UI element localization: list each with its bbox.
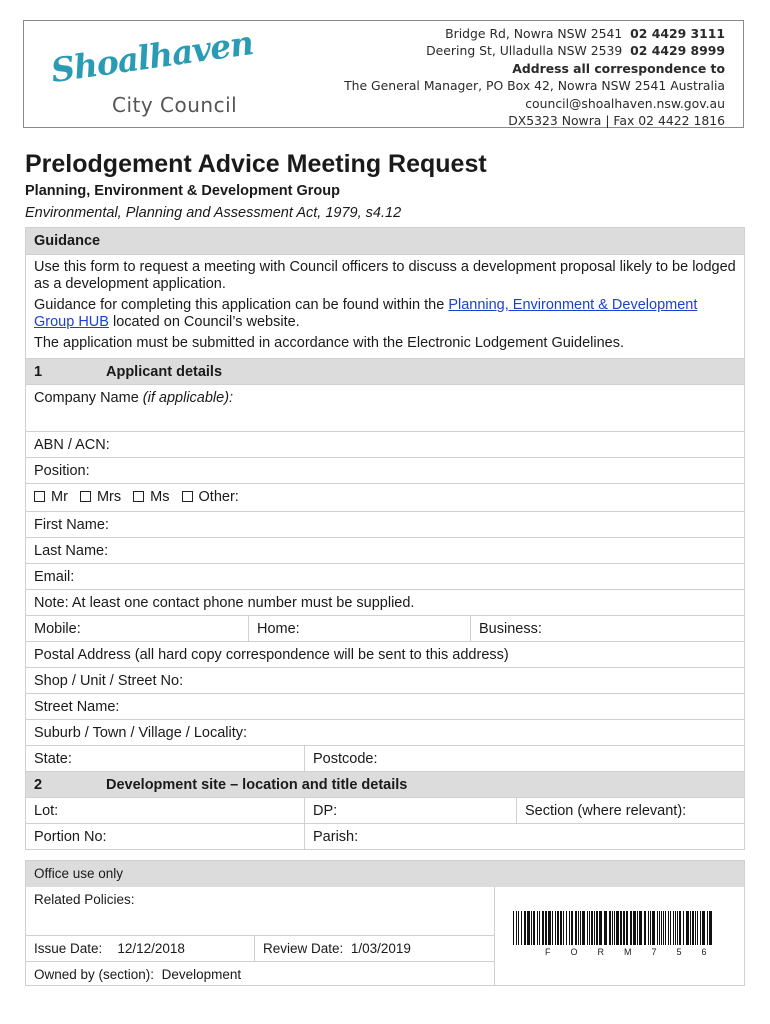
company-name-note: (if applicable): [142, 390, 234, 406]
title-option-label: Other: [198, 489, 239, 505]
state-postcode-row [26, 745, 744, 771]
act-reference: Environmental, Planning and Assessment Act, 1979, s4.12 [25, 205, 402, 221]
review-date [254, 936, 494, 961]
council-logo [48, 23, 256, 126]
guidance-p1: Use this form to request a meeting with Council officers to discuss a development proposal likely to be lodged as a development application. [34, 259, 736, 292]
section-2-number: 2 [34, 777, 43, 793]
guidance-heading: Guidance [34, 233, 101, 249]
portion-label: Portion No: [34, 829, 107, 845]
contact-dx-fax: DX5323 Nowra | Fax 02 4422 1816 [508, 113, 725, 129]
suburb-label: Suburb / Town / Village / Locality: [34, 725, 248, 741]
phone-note: Note: At least one contact phone number must be supplied. [34, 595, 415, 611]
guidance-p3: The application must be submitted in accordance with the Electronic Lodgement Guidelines. [34, 335, 624, 351]
contact-details [344, 25, 725, 129]
lot-dp-row [26, 797, 744, 823]
abn-field[interactable] [26, 431, 744, 457]
title-options [26, 483, 744, 511]
owned-by-label: Owned by (section): [34, 967, 155, 982]
state-field[interactable] [26, 746, 304, 771]
section-1-heading: Applicant details [106, 364, 223, 380]
office-use-box [25, 860, 745, 986]
contact-address-ulladulla: Deering St, Ulladulla NSW 2539 [426, 43, 623, 59]
position-field[interactable] [26, 457, 744, 483]
section-1-header [26, 358, 744, 384]
contact-correspondence-heading: Address all correspondence to [512, 60, 725, 76]
office-use-details [26, 887, 494, 985]
street-name-label: Street Name: [34, 699, 120, 715]
contact-phone-nowra: 02 4429 3111 [630, 26, 725, 41]
street-name-field[interactable] [26, 693, 744, 719]
title-option-label: Mr [51, 489, 68, 505]
email-field[interactable] [26, 563, 744, 589]
section-2-header [26, 771, 744, 797]
logo-city: City Council [112, 93, 238, 117]
guidance-body [26, 254, 744, 358]
barcode-text: FORM756 [545, 947, 727, 957]
email-label: Email: [34, 569, 75, 585]
review-date-label: Review Date: [263, 941, 344, 956]
lot-field[interactable] [26, 798, 304, 823]
title-option-mrs[interactable] [80, 489, 121, 505]
checkbox-icon [182, 491, 193, 502]
first-name-field[interactable] [26, 511, 744, 537]
checkbox-icon [34, 491, 45, 502]
abn-label: ABN / ACN: [34, 437, 110, 453]
hub-link[interactable]: Planning, Environment & Development Group HUB [34, 297, 698, 330]
portion-field[interactable] [26, 824, 304, 849]
postal-address-row [26, 641, 744, 667]
dp-label: DP: [313, 803, 338, 819]
page-subtitle: Planning, Environment & Development Group [25, 183, 340, 199]
title-option-label: Ms [150, 489, 170, 505]
title-option-label: Mrs [96, 489, 122, 505]
phone-note-row [26, 589, 744, 615]
barcode-icon [513, 911, 713, 951]
last-name-label: Last Name: [34, 543, 109, 559]
guidance-p2-text: Guidance for completing this application can be found within the [34, 297, 449, 313]
section-field[interactable] [516, 798, 744, 823]
lot-label: Lot: [34, 803, 59, 819]
header-box [23, 20, 744, 128]
dp-field[interactable] [304, 798, 516, 823]
parish-field[interactable] [304, 824, 744, 849]
business-label: Business: [479, 621, 542, 637]
section-2-heading: Development site – location and title details [106, 777, 408, 793]
owned-by-row [26, 961, 494, 985]
contact-address-nowra: Bridge Rd, Nowra NSW 2541 [445, 26, 623, 41]
title-option-other[interactable] [182, 489, 239, 505]
home-label: Home: [257, 621, 300, 637]
logo-script: Shoalhaven [48, 23, 256, 90]
page-title: Prelodgement Advice Meeting Request [25, 150, 487, 178]
contact-postal: The General Manager, PO Box 42, Nowra NSW 2541 Australia [344, 78, 725, 94]
guidance-p2 [34, 297, 736, 331]
title-option-mr[interactable] [34, 489, 68, 505]
last-name-field[interactable] [26, 537, 744, 563]
parish-label: Parish: [313, 829, 359, 845]
related-policies-row [26, 887, 494, 935]
company-name-label: Company Name [34, 390, 139, 406]
suburb-field[interactable] [26, 719, 744, 745]
issue-date-label: Issue Date: [34, 941, 103, 956]
owned-by-value: Development [161, 967, 242, 982]
review-date-value: 1/03/2019 [350, 941, 411, 956]
office-use-heading: Office use only [26, 861, 744, 887]
postcode-field[interactable] [304, 746, 744, 771]
postcode-label: Postcode: [313, 751, 378, 767]
dates-row [26, 935, 494, 961]
section-label: Section (where relevant): [525, 803, 687, 819]
guidance-header [26, 228, 744, 254]
portion-parish-row [26, 823, 744, 849]
shop-label: Shop / Unit / Street No: [34, 673, 184, 689]
title-option-ms[interactable] [133, 489, 169, 505]
mobile-field[interactable] [26, 616, 248, 641]
request-form [25, 227, 745, 850]
state-label: State: [34, 751, 72, 767]
position-label: Position: [34, 463, 90, 479]
barcode-area [494, 887, 744, 985]
contact-phone-ulladulla: 02 4429 8999 [630, 43, 725, 59]
first-name-label: First Name: [34, 517, 109, 533]
owned-by [26, 962, 249, 985]
mobile-label: Mobile: [34, 621, 81, 637]
related-policies-label: Related Policies: [34, 892, 135, 907]
home-field[interactable] [248, 616, 470, 641]
phone-row [26, 615, 744, 641]
postal-address-label: Postal Address (all hard copy correspondence will be sent to this address) [34, 647, 509, 663]
issue-date-value: 12/12/2018 [117, 941, 185, 956]
shop-field[interactable] [26, 667, 744, 693]
issue-date [26, 936, 254, 961]
company-name-field[interactable] [26, 384, 744, 431]
contact-email: council@shoalhaven.nsw.gov.au [525, 95, 725, 111]
checkbox-icon [80, 491, 91, 502]
section-1-number: 1 [34, 364, 43, 380]
business-field[interactable] [470, 616, 744, 641]
guidance-p2-suffix: located on Council’s website. [108, 314, 300, 330]
checkbox-icon [133, 491, 144, 502]
